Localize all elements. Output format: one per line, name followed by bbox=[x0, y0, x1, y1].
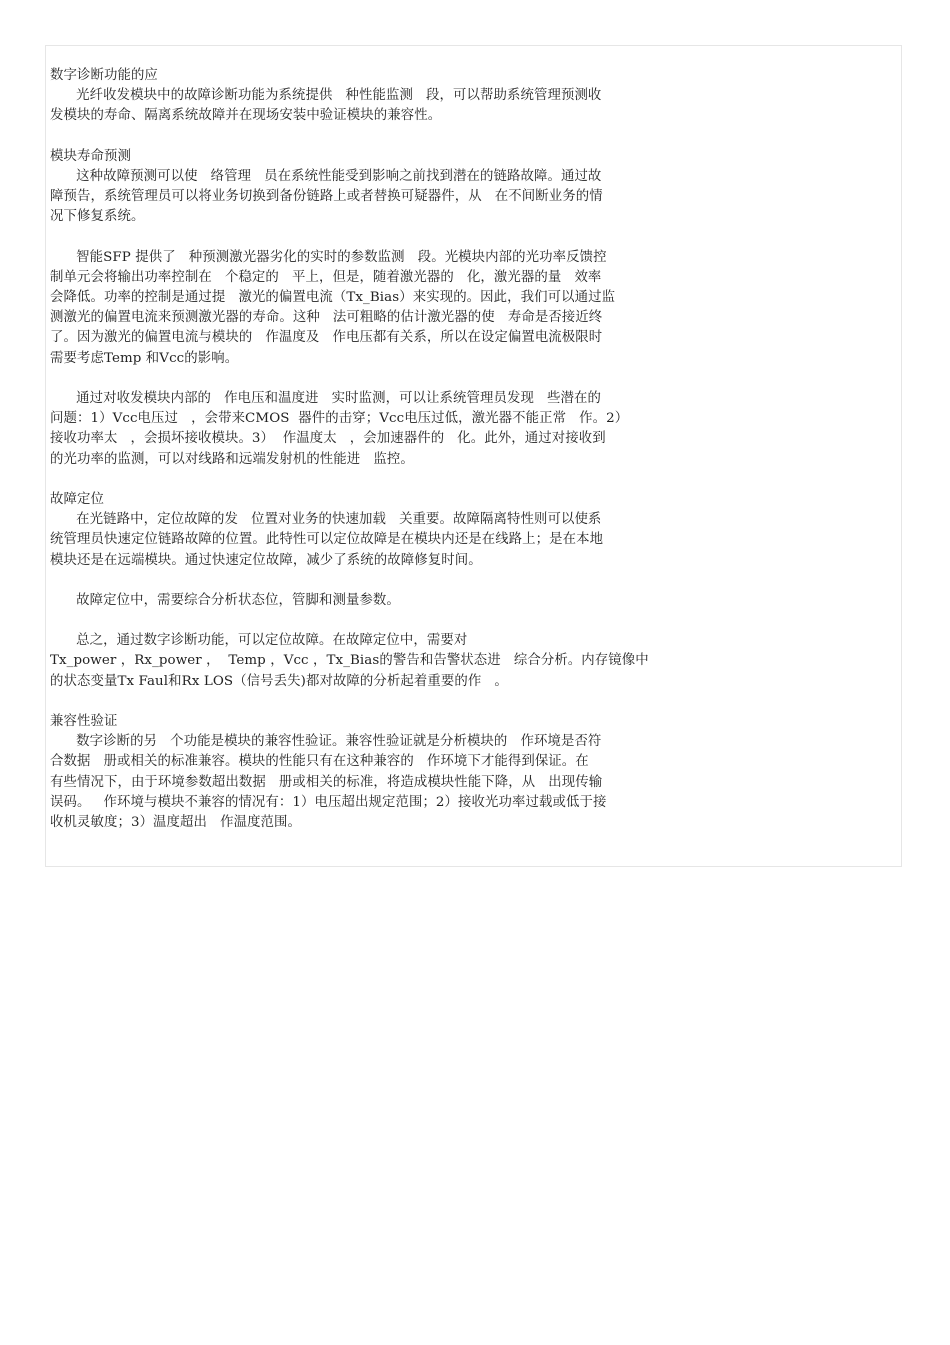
paragraph-line: 光纤收发模块中的故障诊断功能为系统提供 种性能监测 段，可以帮助系统管理预测收 bbox=[50, 88, 602, 104]
paragraph-line: 总之，通过数字诊断功能，可以定位故障。在故障定位中，需要对 bbox=[50, 633, 468, 649]
section-heading: 故障定位 bbox=[50, 491, 104, 507]
paragraph-line: 有些情况下，由于环境参数超出数据 册或相关的标准，将造成模块性能下降，从 出现传输 bbox=[50, 774, 603, 790]
paragraph-line: 数字诊断的另 个功能是模块的兼容性验证。兼容性验证就是分析模块的 作环境是否符 bbox=[50, 734, 602, 750]
blank-line bbox=[50, 692, 690, 712]
paragraph-line: 模块还是在远端模块。通过快速定位故障，减少了系统的故障修复时间。 bbox=[50, 552, 482, 568]
paragraph-line: 的光功率的监测，可以对线路和远端发射机的性能进 监控。 bbox=[50, 451, 414, 467]
paragraph-line: Tx_power ，Rx_power ， Temp ，Vcc ，Tx_Bias的警告和告警状态进 综合分析。内存镜像中 bbox=[50, 653, 649, 669]
paragraph-line: 通过对收发模块内部的 作电压和温度进 实时监测，可以让系统管理员发现 些潜在的 bbox=[50, 391, 602, 406]
paragraph bbox=[50, 732, 690, 833]
blank-line bbox=[50, 127, 690, 147]
section-heading: 兼容性验证 bbox=[50, 714, 118, 729]
paragraph-line: 智能SFP 提供了 种预测激光器劣化的实时的参数监测 段。光模块内部的光功率反馈控 bbox=[50, 249, 607, 265]
section-heading: 数字诊断功能的应 bbox=[50, 68, 158, 83]
paragraph-line: 障预告，系统管理员可以将业务切换到备份链路上或者替换可疑器件，从 在不间断业务的情 bbox=[50, 189, 603, 205]
paragraph-line: 在光链路中，定位故障的发 位置对业务的快速加载 关重要。故障隔离特性则可以使系 bbox=[50, 512, 602, 528]
paragraph-line: 故障定位中，需要综合分析状态位，管脚和测量参数。 bbox=[50, 592, 400, 608]
paragraph bbox=[50, 389, 690, 470]
section-heading: 模块寿命预测 bbox=[50, 148, 131, 164]
paragraph-line: 制单元会将输出功率控制在 个稳定的 平上，但是，随着激光器的 化，激光器的量 效率 bbox=[50, 269, 602, 285]
blank-line bbox=[50, 228, 690, 248]
paragraph-line: 况下修复系统。 bbox=[50, 209, 145, 225]
paragraph-line: 测激光的偏置电流来预测激光器的寿命。这种 法可粗略的估计激光器的使 寿命是否接近终 bbox=[50, 310, 603, 326]
paragraph-line: 发模块的寿命、隔离系统故障并在现场安装中验证模块的兼容性。 bbox=[50, 108, 442, 124]
paragraph-line: 误码。 作环境与模块不兼容的情况有：1）电压超出规定范围；2）接收光功率过载或低于接 bbox=[50, 794, 607, 810]
paragraph-line: 合数据 册或相关的标准兼容。模块的性能只有在这种兼容的 作环境下才能得到保证。在 bbox=[50, 754, 589, 770]
blank-line bbox=[50, 611, 690, 631]
paragraph-line: 这种故障预测可以使 络管理 员在系统性能受到影响之前找到潜在的链路故障。通过故 bbox=[50, 168, 602, 184]
paragraph-line: 接收功率太 ，会损坏接收模块。3） 作温度太 ，会加速器件的 化。此外，通过对接收到 bbox=[50, 431, 606, 447]
document-body bbox=[50, 66, 690, 833]
paragraph bbox=[50, 591, 690, 611]
blank-line bbox=[50, 571, 690, 591]
paragraph-line: 需要考虑Temp 和Vcc的影响。 bbox=[50, 350, 239, 366]
paragraph-line: 了。因为激光的偏置电流与模块的 作温度及 作电压都有关系，所以在设定偏置电流极限时 bbox=[50, 330, 603, 346]
paragraph bbox=[50, 631, 690, 692]
blank-line bbox=[50, 470, 690, 490]
paragraph-line: 会降低。功率的控制是通过提 激光的偏置电流（Tx_Bias）来实现的。因此，我们可以通过监 bbox=[50, 290, 616, 306]
paragraph-line: 收机灵敏度；3）温度超出 作温度范围。 bbox=[50, 814, 302, 830]
paragraph bbox=[50, 248, 690, 369]
paragraph-line: 的状态变量Tx Faul和Rx LOS（信号丢失)都对故障的分析起着重要的作 。 bbox=[50, 673, 508, 689]
paragraph bbox=[50, 510, 690, 571]
blank-line bbox=[50, 369, 690, 389]
paragraph bbox=[50, 86, 690, 126]
paragraph-line: 问题：1）Vcc电压过 ，会带来CMOS 器件的击穿；Vcc电压过低，激光器不能正常 作。2） bbox=[50, 411, 629, 427]
paragraph-line: 统管理员快速定位链路故障的位置。此特性可以定位故障是在模块内还是在线路上；是在本地 bbox=[50, 532, 604, 548]
paragraph bbox=[50, 167, 690, 228]
